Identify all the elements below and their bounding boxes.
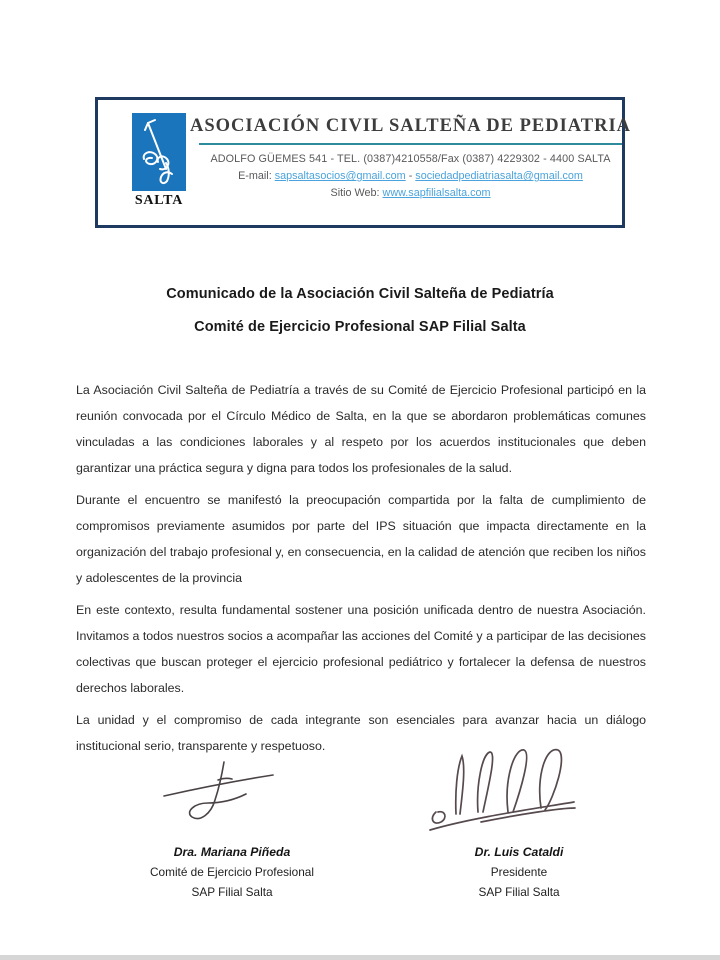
signer-name: Dra. Mariana Piñeda <box>173 845 291 859</box>
email-line <box>190 170 631 182</box>
signer-name: Dr. Luis Cataldi <box>474 845 564 859</box>
signer-org: SAP Filial Salta <box>191 885 273 899</box>
signer-role: Presidente <box>490 865 548 879</box>
signer-org: SAP Filial Salta <box>478 885 560 899</box>
communique-heading: Comunicado de la Asociación Civil Salteña de Pediatría <box>166 286 554 302</box>
letter-body <box>76 377 646 765</box>
signature-mark-right <box>426 740 578 836</box>
signature-block-left <box>123 842 341 902</box>
website-link[interactable]: www.sapfilialsalta.com <box>382 187 491 199</box>
paragraph-4: La unidad y el compromiso de cada integrante son esenciales para avanzar hacia un diálogo institucional serio, transparente y respetuoso. <box>76 713 646 753</box>
website-label: Sitio Web: <box>330 187 380 199</box>
page-edge <box>0 955 720 960</box>
address-line: ADOLFO GÜEMES 541 - TEL. (0387)4210558/Fax (0387) 4229302 - 4400 SALTA <box>210 153 611 165</box>
email-separator: - <box>408 170 413 182</box>
website-line <box>190 187 631 199</box>
signer-role: Comité de Ejercicio Profesional <box>150 865 314 879</box>
paragraph-1: La Asociación Civil Salteña de Pediatría a través de su Comité de Ejercicio Profesional participó en la reunión convocada por el Círculo Médico de Salta, en la que se abordaron problemáticas comunes vinculadas a las condiciones laborales y al respeto por los acuerdos institucionales que deben garantizar una práctica segura y digna para todos los profesionales de la salud. <box>76 383 646 475</box>
paragraph-3: En este contexto, resulta fundamental sostener una posición unificada dentro de nuestra Asociación. Invitamos a todos nuestros socios a acompañar las acciones del Comité y a participar de las decisiones colectivas que buscan proteger el ejercicio profesional pediátrico y fortalecer la defensa de nuestros derechos laborales. <box>76 603 646 695</box>
signature-mark-left <box>160 752 280 830</box>
letterhead-text-block <box>190 113 631 199</box>
association-title: ASOCIACIÓN CIVIL SALTEÑA DE PEDIATRIA <box>190 116 632 136</box>
signature-block-right <box>410 842 628 902</box>
committee-heading: Comité de Ejercicio Profesional SAP Filial Salta <box>194 319 526 335</box>
logo-label: SALTA <box>134 193 184 208</box>
sap-salta-logo-icon <box>132 113 186 191</box>
email-link-secondary[interactable]: sociedadpediatriasalta@gmail.com <box>415 170 583 182</box>
email-label: E-mail: <box>238 170 272 182</box>
paragraph-2: Durante el encuentro se manifestó la preocupación compartida por la falta de cumplimiento de compromisos previamente asumidos por parte del IPS situación que impacta directamente en la organización del trabajo profesional y, en consecuencia, en la calidad de atención que reciben los niños y adolescentes de la provincia <box>76 493 646 585</box>
logo-block <box>128 113 190 209</box>
letterhead <box>95 97 632 228</box>
title-divider <box>199 143 622 145</box>
email-link-primary[interactable]: sapsaltasocios@gmail.com <box>274 170 406 182</box>
